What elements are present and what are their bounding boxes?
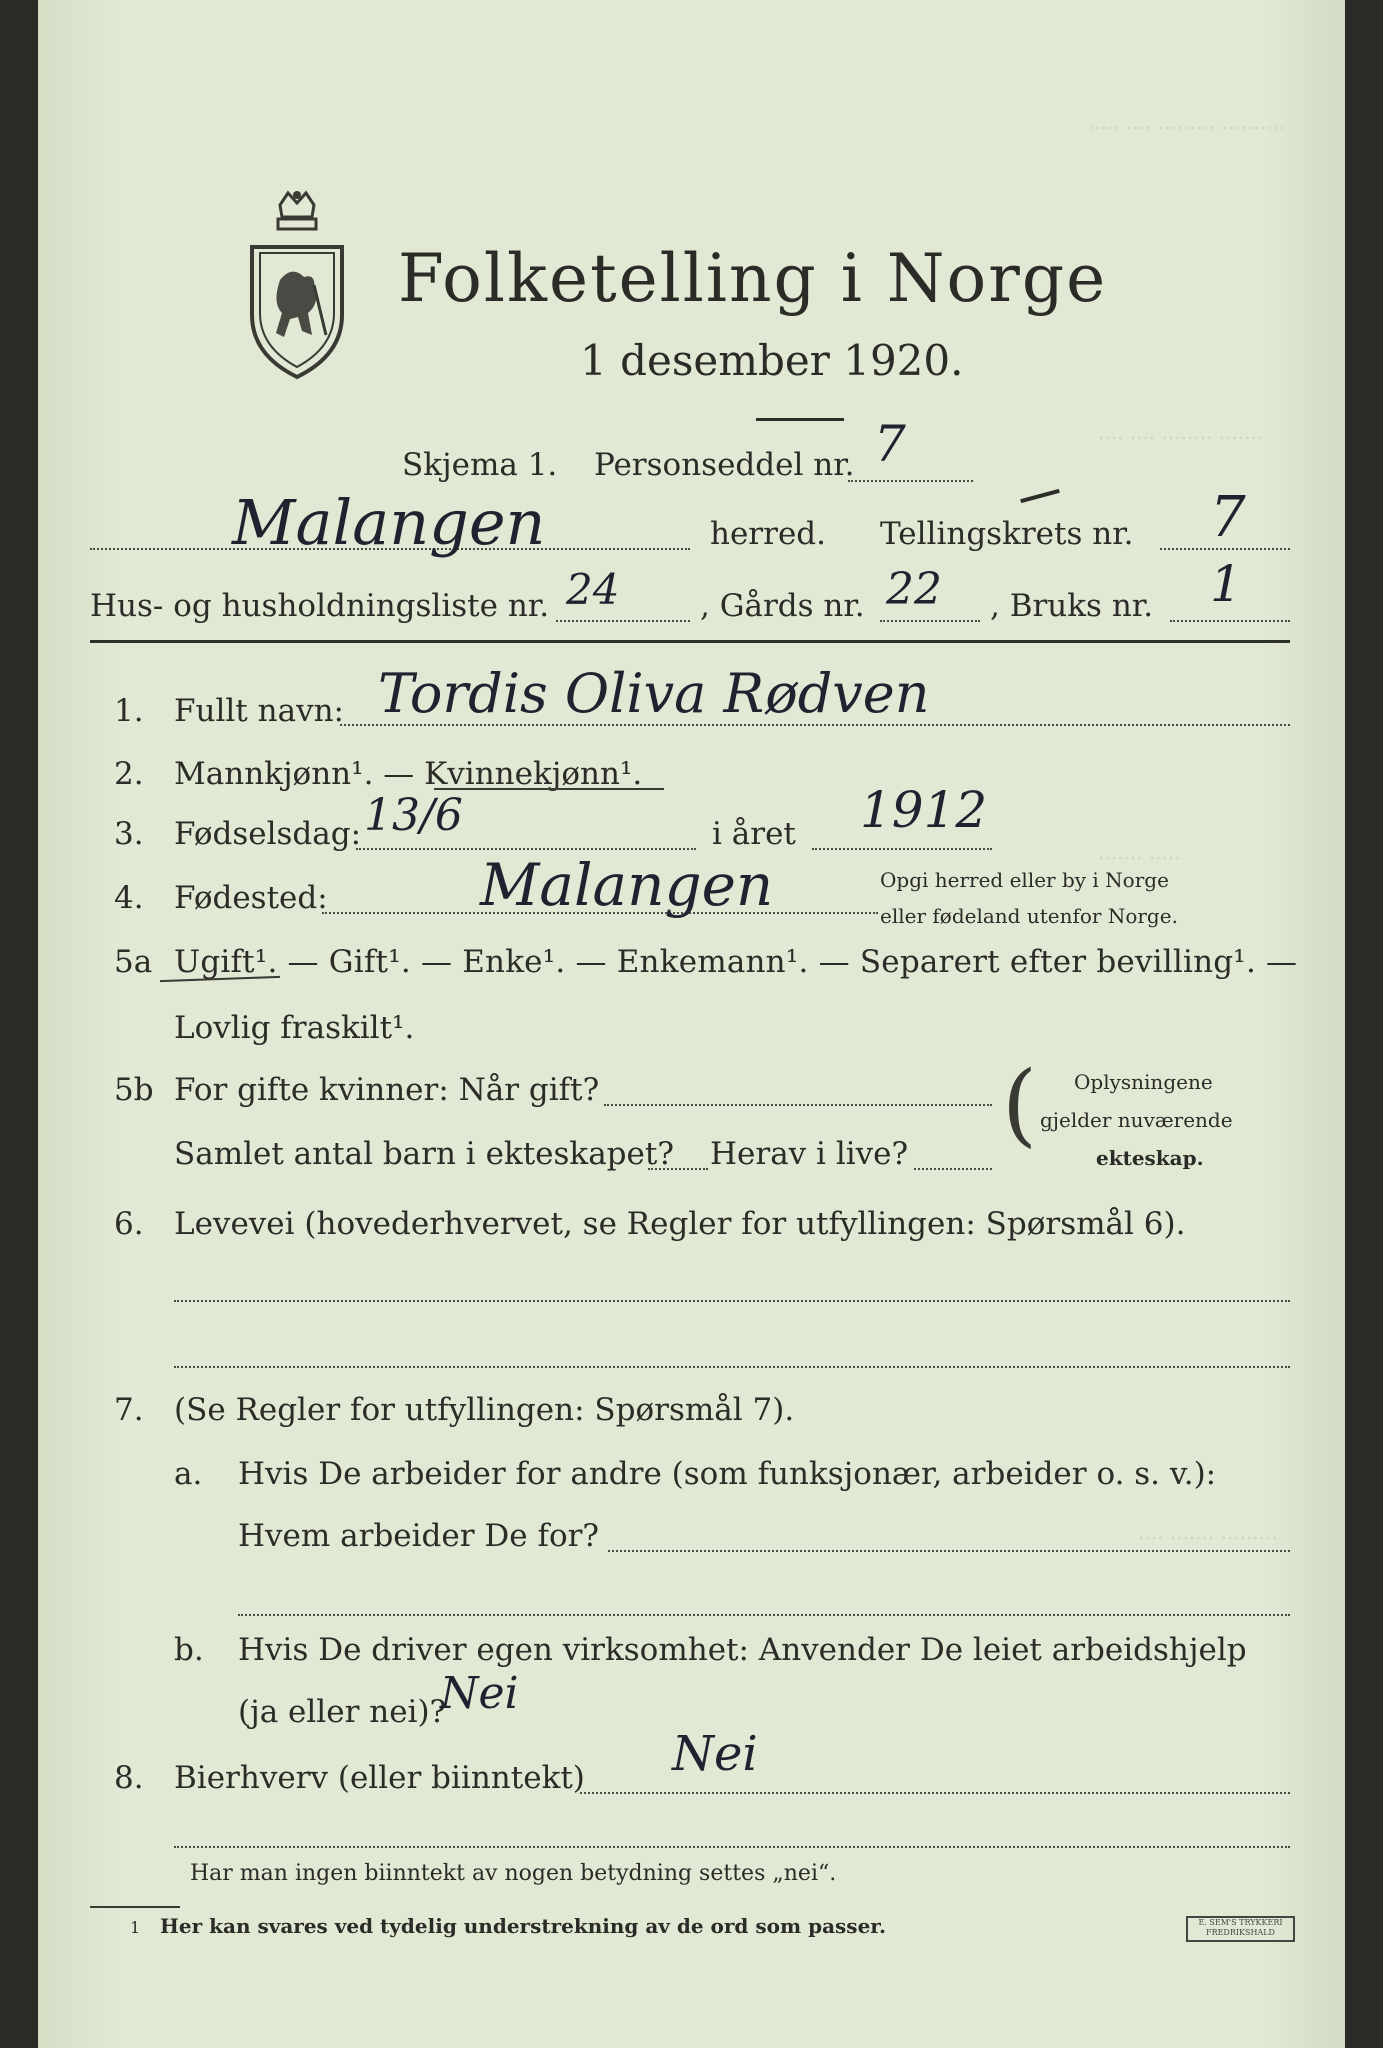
q2-number: 2.	[114, 756, 144, 792]
norway-coat-of-arms-icon	[240, 185, 355, 385]
footnote-rule	[90, 1906, 180, 1908]
q8-line	[580, 1792, 1290, 1794]
q6-line1	[174, 1300, 1290, 1302]
paper-sheet: ..... .... ......... .......... .... .... ........ ....... ....... ..... .... ....... .........	[38, 0, 1345, 2048]
q7-label: (Se Regler for utfyllingen: Spørsmål 7).	[174, 1392, 795, 1428]
q3-year-label: i året	[712, 816, 796, 852]
tellingskrets-label: Tellingskrets nr.	[880, 516, 1134, 552]
footnote-number: 1	[130, 1918, 141, 1937]
printer-stamp: E. SEM'S TRYKKERI FREDRIKSHALD	[1186, 1916, 1295, 1942]
q5b-herav: Herav i live?	[710, 1136, 909, 1172]
q5a-line1: Ugift¹. — Gift¹. — Enke¹. — Enkemann¹. — Separert efter bevilling¹. —	[174, 944, 1298, 980]
birthplace-value: Malangen	[480, 851, 774, 919]
q8-line2	[174, 1846, 1290, 1848]
q4-label: Fødested:	[174, 880, 328, 916]
bruks-line	[1170, 620, 1290, 622]
hus-label: Hus- og husholdningsliste nr.	[90, 588, 550, 624]
q5a-number: 5a	[114, 944, 153, 980]
q7a-letter: a.	[174, 1456, 203, 1492]
q5b-alive-line	[914, 1168, 992, 1170]
q5b-bracket: (	[1002, 1052, 1038, 1157]
q7b-letter: b.	[174, 1632, 204, 1668]
gards-label: , Gårds nr.	[700, 588, 865, 624]
q4-note-line1: Opgi herred eller by i Norge	[880, 868, 1169, 892]
q7-number: 7.	[114, 1392, 144, 1428]
title-divider	[756, 418, 844, 421]
q1-label: Fullt navn:	[174, 693, 344, 729]
hus-line	[556, 620, 690, 622]
q4-note-line2: eller fødeland utenfor Norge.	[880, 904, 1178, 928]
form-title: Folketelling i Norge	[398, 240, 1108, 317]
q6-line2	[174, 1366, 1290, 1368]
scan-border-left	[0, 0, 38, 2048]
schema-label: Skjema 1.	[402, 447, 558, 483]
q8-label: Bierhverv (eller biinntekt)	[174, 1760, 585, 1796]
full-name-value: Tordis Oliva Rødven	[378, 662, 930, 725]
header-rule	[90, 640, 1290, 643]
bruks-label: , Bruks nr.	[990, 588, 1154, 624]
q5b-note-line1: Oplysningene	[1074, 1070, 1213, 1094]
q5b-children-line	[648, 1168, 708, 1170]
scan-border-right	[1345, 0, 1383, 2048]
q7a-answer-line2	[238, 1614, 1290, 1616]
q7a-line1: Hvis De arbeider for andre (som funksjonær, arbeider o. s. v.):	[238, 1456, 1217, 1492]
footnote-text: Her kan svares ved tydelig understrekning av de ord som passer.	[160, 1914, 886, 1938]
q8-number: 8.	[114, 1760, 144, 1796]
q6-label: Levevei (hovederhvervet, se Regler for utfyllingen: Spørsmål 6).	[174, 1206, 1186, 1242]
herred-value: Malangen	[232, 486, 546, 559]
q5b-when-line	[604, 1104, 992, 1106]
hus-value: 24	[566, 565, 620, 614]
q8-value: Nei	[672, 1726, 758, 1782]
q7a-line2: Hvem arbeider De for?	[238, 1518, 600, 1554]
gards-value: 22	[886, 564, 942, 615]
census-date: 1 desember 1920.	[580, 336, 964, 385]
tellingskrets-value: 7	[1210, 485, 1246, 550]
kvinnekjonn-underline	[434, 788, 664, 790]
bruks-value: 1	[1210, 555, 1242, 613]
gards-line	[880, 620, 980, 622]
q5b-number: 5b	[114, 1072, 154, 1108]
q7a-answer-line	[608, 1550, 1290, 1552]
q5b-note-line3: ekteskap.	[1096, 1146, 1204, 1170]
q1-number: 1.	[114, 693, 144, 729]
q5b-line1: For gifte kvinner: Når gift?	[174, 1072, 600, 1108]
q3-label: Fødselsdag:	[174, 816, 362, 852]
q3-day-line	[356, 848, 696, 850]
q5a-line2: Lovlig fraskilt¹.	[174, 1010, 415, 1046]
q5b-note-line2: gjelder nuværende	[1040, 1108, 1233, 1132]
q7b-value: Nei	[440, 1668, 519, 1719]
q3-year-line	[812, 848, 992, 850]
q6-number: 6.	[114, 1206, 144, 1242]
personseddel-label: Personseddel nr.	[594, 447, 855, 483]
q5b-line2: Samlet antal barn i ekteskapet?	[174, 1136, 674, 1172]
q7b-line2: (ja eller nei)?	[238, 1694, 447, 1730]
footer-note: Har man ingen biinntekt av nogen betydning settes „nei“.	[190, 1861, 837, 1886]
q7b-line1: Hvis De driver egen virksomhet: Anvender De leiet arbeidshjelp	[238, 1632, 1247, 1668]
herred-label: herred.	[710, 516, 826, 552]
q3-number: 3.	[114, 816, 144, 852]
birth-day-value: 13/6	[364, 790, 463, 841]
birth-year-value: 1912	[860, 781, 988, 839]
personseddel-line	[848, 480, 973, 482]
personseddel-value: 7	[874, 415, 906, 473]
q4-number: 4.	[114, 880, 144, 916]
q2-label: Mannkjønn¹. — Kvinnekjønn¹.	[174, 756, 643, 792]
